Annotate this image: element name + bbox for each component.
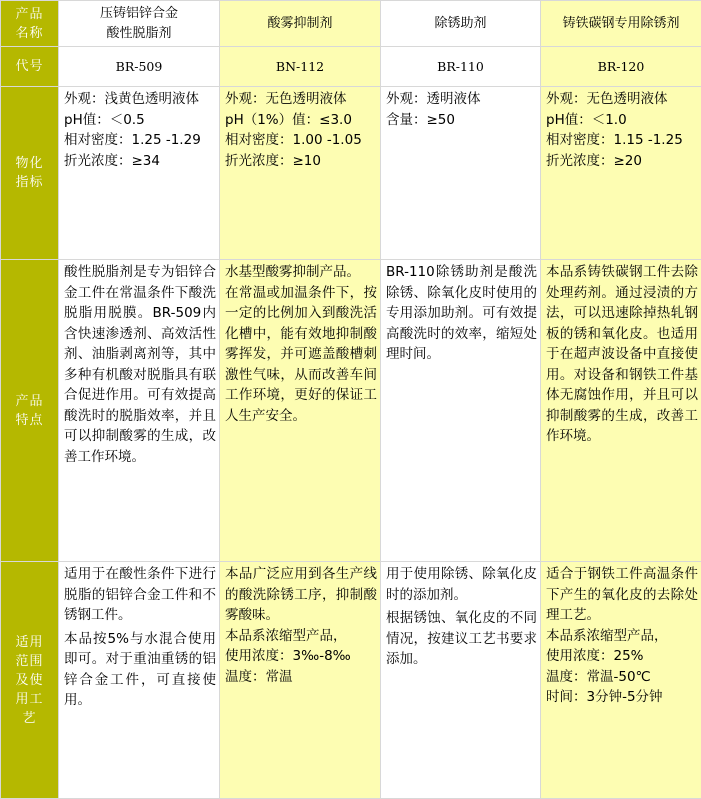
usage-br110	[381, 562, 541, 799]
properties-br110	[381, 87, 541, 260]
label-properties	[1, 87, 59, 260]
usage-br120	[541, 562, 701, 799]
label-line: 艺	[1, 709, 58, 728]
property-line: 外观：无色透明液体	[546, 89, 698, 110]
usage-text: 使用浓度：25%	[546, 646, 698, 667]
product-name-line: 压铸铝锌合金	[59, 4, 219, 24]
property-line: 折光浓度：≥34	[64, 151, 216, 172]
features-br110	[381, 260, 541, 562]
usage-text: 适用于在酸性条件下进行脱脂的铝锌合金工件和不锈钢工件。	[64, 564, 216, 626]
property-line: 折光浓度：≥10	[225, 151, 377, 172]
label-features	[1, 260, 59, 562]
product-code-br110: BR-110	[381, 47, 541, 87]
product-name-line: 酸性脱脂剂	[59, 24, 219, 44]
label-product-name	[1, 1, 59, 47]
label-line: 物化	[1, 154, 58, 173]
feature-text: 本品系铸铁碳钢工件去除处理药剂。通过浸渍的方法，可以迅速除掉热轧钢板的锈和氧化皮。也适用于在超声波设备中直接使用。对设备和钢铁工件基体无腐蚀作用，并且可以抑制酸雾的生成，改善工作环境。	[546, 262, 698, 447]
feature-text: 在常温或加温条件下，按一定的比例加入到酸洗活化槽中，能有效地抑制酸雾挥发，并可遮盖酸槽刺激性气味，从而改善车间工作环境，更好的保证工人生产安全。	[225, 283, 377, 427]
label-line: 指标	[1, 173, 58, 192]
usage-text: 本品广泛应用到各生产线的酸洗除锈工序，抑制酸雾酸味。	[225, 564, 377, 626]
property-line: 相对密度：1.15 -1.25	[546, 130, 698, 151]
usage-text: 温度：常温	[225, 667, 377, 688]
product-name-line: 铸铁碳钢专用除锈剂	[541, 14, 701, 34]
properties-bn112	[220, 87, 381, 260]
product-name-br509	[59, 1, 220, 47]
features-br120	[541, 260, 701, 562]
property-line: pH值：＜0.5	[64, 110, 216, 131]
row-features	[1, 260, 701, 562]
row-usage	[1, 562, 701, 799]
label-line: 范围	[1, 652, 58, 671]
label-line: 名称	[1, 24, 58, 43]
label-line: 特点	[1, 411, 58, 430]
label-line: 产品	[1, 392, 58, 411]
properties-br120	[541, 87, 701, 260]
product-name-bn112	[220, 1, 381, 47]
usage-br509	[59, 562, 220, 799]
product-name-br110	[381, 1, 541, 47]
feature-text: 水基型酸雾抑制产品。	[225, 262, 377, 283]
product-name-line: 除锈助剂	[381, 14, 540, 34]
label-line: 及使	[1, 671, 58, 690]
usage-text: 本品系浓缩型产品，	[546, 626, 698, 647]
usage-text: 使用浓度：3‰-8‰	[225, 646, 377, 667]
feature-text: 酸性脱脂剂是专为铝锌合金工件在常温条件下酸洗脱脂用脱膜。BR-509内含快速渗透剂、高效活性剂、油脂剥离剂等，其中多种有机酸对脱脂具有联合促进作用。可有效提高酸洗时的脱脂效率，并且可以抑制酸雾的生成，改善工作环境。	[64, 262, 216, 467]
product-code-br120: BR-120	[541, 47, 701, 87]
property-line: 外观：浅黄色透明液体	[64, 89, 216, 110]
usage-text: 时间：3分钟-5分钟	[546, 687, 698, 708]
property-line: 外观：透明液体	[386, 89, 537, 110]
usage-bn112	[220, 562, 381, 799]
product-name-line: 酸雾抑制剂	[220, 14, 380, 34]
usage-text: 温度：常温-50℃	[546, 667, 698, 688]
features-bn112	[220, 260, 381, 562]
label-line: 适用	[1, 633, 58, 652]
property-line: 相对密度：1.25 -1.29	[64, 130, 216, 151]
usage-text: 适合于钢铁工件高温条件下产生的氧化皮的去除处理工艺。	[546, 564, 698, 626]
row-properties	[1, 87, 701, 260]
usage-text: 本品系浓缩型产品，	[225, 626, 377, 647]
label-line: 用工	[1, 690, 58, 709]
feature-text: BR-110除锈助剂是酸洗除锈、除氧化皮时使用的专用添加助剂。可有效提高酸洗时的效率，缩短处理时间。	[386, 262, 537, 365]
row-code	[1, 47, 701, 87]
property-line: 外观：无色透明液体	[225, 89, 377, 110]
usage-text: 本品按5%与水混合使用即可。对于重油重锈的铝锌合金工件，可直接使用。	[64, 629, 216, 711]
label-line: 产品	[1, 5, 58, 24]
property-line: 含量：≥50	[386, 110, 537, 131]
product-code-br509: BR-509	[59, 47, 220, 87]
label-code	[1, 47, 59, 87]
property-line: pH（1%）值：≤3.0	[225, 110, 377, 131]
product-code-bn112: BN-112	[220, 47, 381, 87]
property-line: 折光浓度：≥20	[546, 151, 698, 172]
label-line: 代号	[1, 57, 58, 76]
usage-text: 根据锈蚀、氧化皮的不同情况，按建议工艺书要求添加。	[386, 608, 537, 670]
property-line: 相对密度：1.00 -1.05	[225, 130, 377, 151]
features-br509	[59, 260, 220, 562]
properties-br509	[59, 87, 220, 260]
usage-text: 用于使用除锈、除氧化皮时的添加剂。	[386, 564, 537, 605]
property-line: pH值：＜1.0	[546, 110, 698, 131]
label-usage	[1, 562, 59, 799]
row-product-name	[1, 1, 701, 47]
product-name-br120	[541, 1, 701, 47]
